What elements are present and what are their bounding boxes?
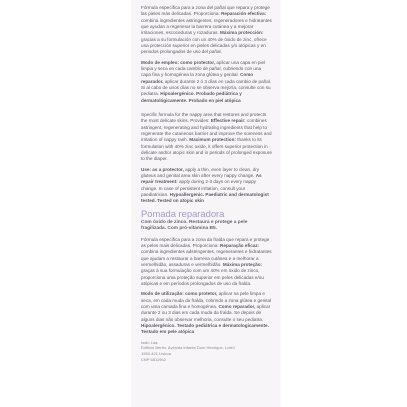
protect-text-pt: graças à sua formulação com um 40% em óxido de zinco, proporciona uma proteção superior em peles delicadas e/ou atópicas e em períodos prolongados de uso da fralda. (141, 268, 264, 286)
repair-text-en: combines astringent, regenerating and hydrating ingredients that help to regenerate the cutaneous barrier and improve the soreness and irritation of nappy rash. (141, 118, 272, 143)
repair-label: Reparación efectiva: (221, 11, 267, 17)
use-label-en: Use: as a protector, (141, 166, 184, 172)
product-subtitle: Com óxido de zinco. Restaura e protege a pele fragilizada. Com pró-vitamina B5. (141, 219, 248, 232)
repairer-label-pt: Como reparador, (218, 303, 256, 309)
leaflet-content (132, 0, 280, 363)
footer-line: CNP 6811962 (141, 356, 166, 362)
tests-label-en: Hypoallergenic. Paediatric and dermatologist tested. Tested on atopic skin (141, 191, 269, 204)
usage-paragraph-en (141, 167, 272, 205)
repairer-text-pt: aplicar durante 2 ou 3 dias em cada muda da fralda. Se depois de alguns dias não observar melhoria, consulte o seu pediatra. (141, 303, 271, 322)
usage-paragraph-pt (141, 291, 272, 335)
protect-label-pt: Máxima proteção: (222, 261, 263, 267)
use-text: aplicar una capa en piel limpia y seca en cada cambio de pañal, cubriendo con una capa fina y homogénea la zona glútea y genital. (141, 59, 266, 78)
repair-label-pt: Reparação eficaz: (220, 242, 260, 248)
intro-paragraph-pt (141, 237, 272, 288)
use-label-pt: Modo de utilização: como protetor, (141, 291, 218, 297)
tests-label-pt: Hipoalergénico. Testado pediátrica e dermatologicamente. Testado em pele atópica (141, 322, 269, 335)
tests-label: Hipoalergénico. Probado pediátrica y dermatológicamente. Probado en piel atópica (141, 91, 242, 103)
footer-line: 1950-421 Lisboa (141, 351, 171, 357)
product-leaflet (132, 0, 280, 407)
repair-text: combina ingredientes astringentes, regeneradores e hidratantes que ayudan a regenerar la barrera cutánea y a mejorar irritaciones, escoceduras y rozaduras. (141, 17, 272, 36)
intro-text-pt: Fórmula específica para a zona da fralda que repara e protege as peles mais delicadas. Proporciona: (141, 236, 270, 248)
protect-label: Máxima protección: (220, 30, 264, 36)
product-title: Pomada reparadora (141, 207, 225, 219)
repairer-label: Como reparador, (141, 72, 254, 84)
footer-line: Isdin Lda. (141, 339, 159, 345)
repairer-text: aplicar durante 2 ó 3 días en cada cambio de pañal. Si al cabo de unos días no se observa mejoría, consulte con su pediatra. (141, 78, 272, 97)
repair-text-pt: combina ingredientes adstringentes, regenerantes e hidratantes que ajudam a restaurar a barreira cutânea e a melhorar a vermelhidão, assaduras e vermelhidão. (141, 249, 272, 267)
use-text-en: apply a thin, even layer to clean, dry gluteus and genital area skin after every nappy change. (141, 166, 260, 178)
protect-label-en: Maximum protection: (189, 137, 236, 143)
intro-paragraph-en (141, 112, 272, 163)
use-text-pt: aplicar na pele limpa e seca, em cada muda da fralda, cobrindo a zona glútea e genital com uma camada fina e homogénea. (141, 291, 272, 309)
use-label: Modo de empleo: como protector, (141, 59, 216, 65)
intro-paragraph (141, 5, 272, 56)
footer-line: Edifício Bertin, Avenida Infante Dom Henrique, Lote1 (141, 345, 236, 351)
intro-text-en: Specific formula for the nappy area that restores and protects the most delicate skins. Provides: (141, 111, 267, 124)
repairer-label-en: As repair treatment: (141, 172, 262, 185)
manufacturer-footer (141, 340, 272, 363)
protect-text: gracias a su formulación con un 40% de óxido de zinc, ofrece una protección superior en pieles delicadas y/o atópicas y en periodos prolongados de uso del pañal. (141, 36, 267, 55)
protect-text-en: thanks to its formulation with 40% zinc oxide, it offers superior protection in delicate and/or atopic skin and in periods of prolonged exposure to the diaper. (141, 137, 272, 162)
usage-paragraph (141, 60, 272, 104)
repair-label-en: Effective repair: (210, 118, 246, 124)
intro-text: Fórmula específica para a zona del pañal que repara y protege las pieles más delicadas. Proporciona: (141, 5, 270, 17)
repairer-text-en: apply during 2-3 days on every nappy change. In case of persistent irritation, consult your paediatrician. (141, 179, 256, 197)
